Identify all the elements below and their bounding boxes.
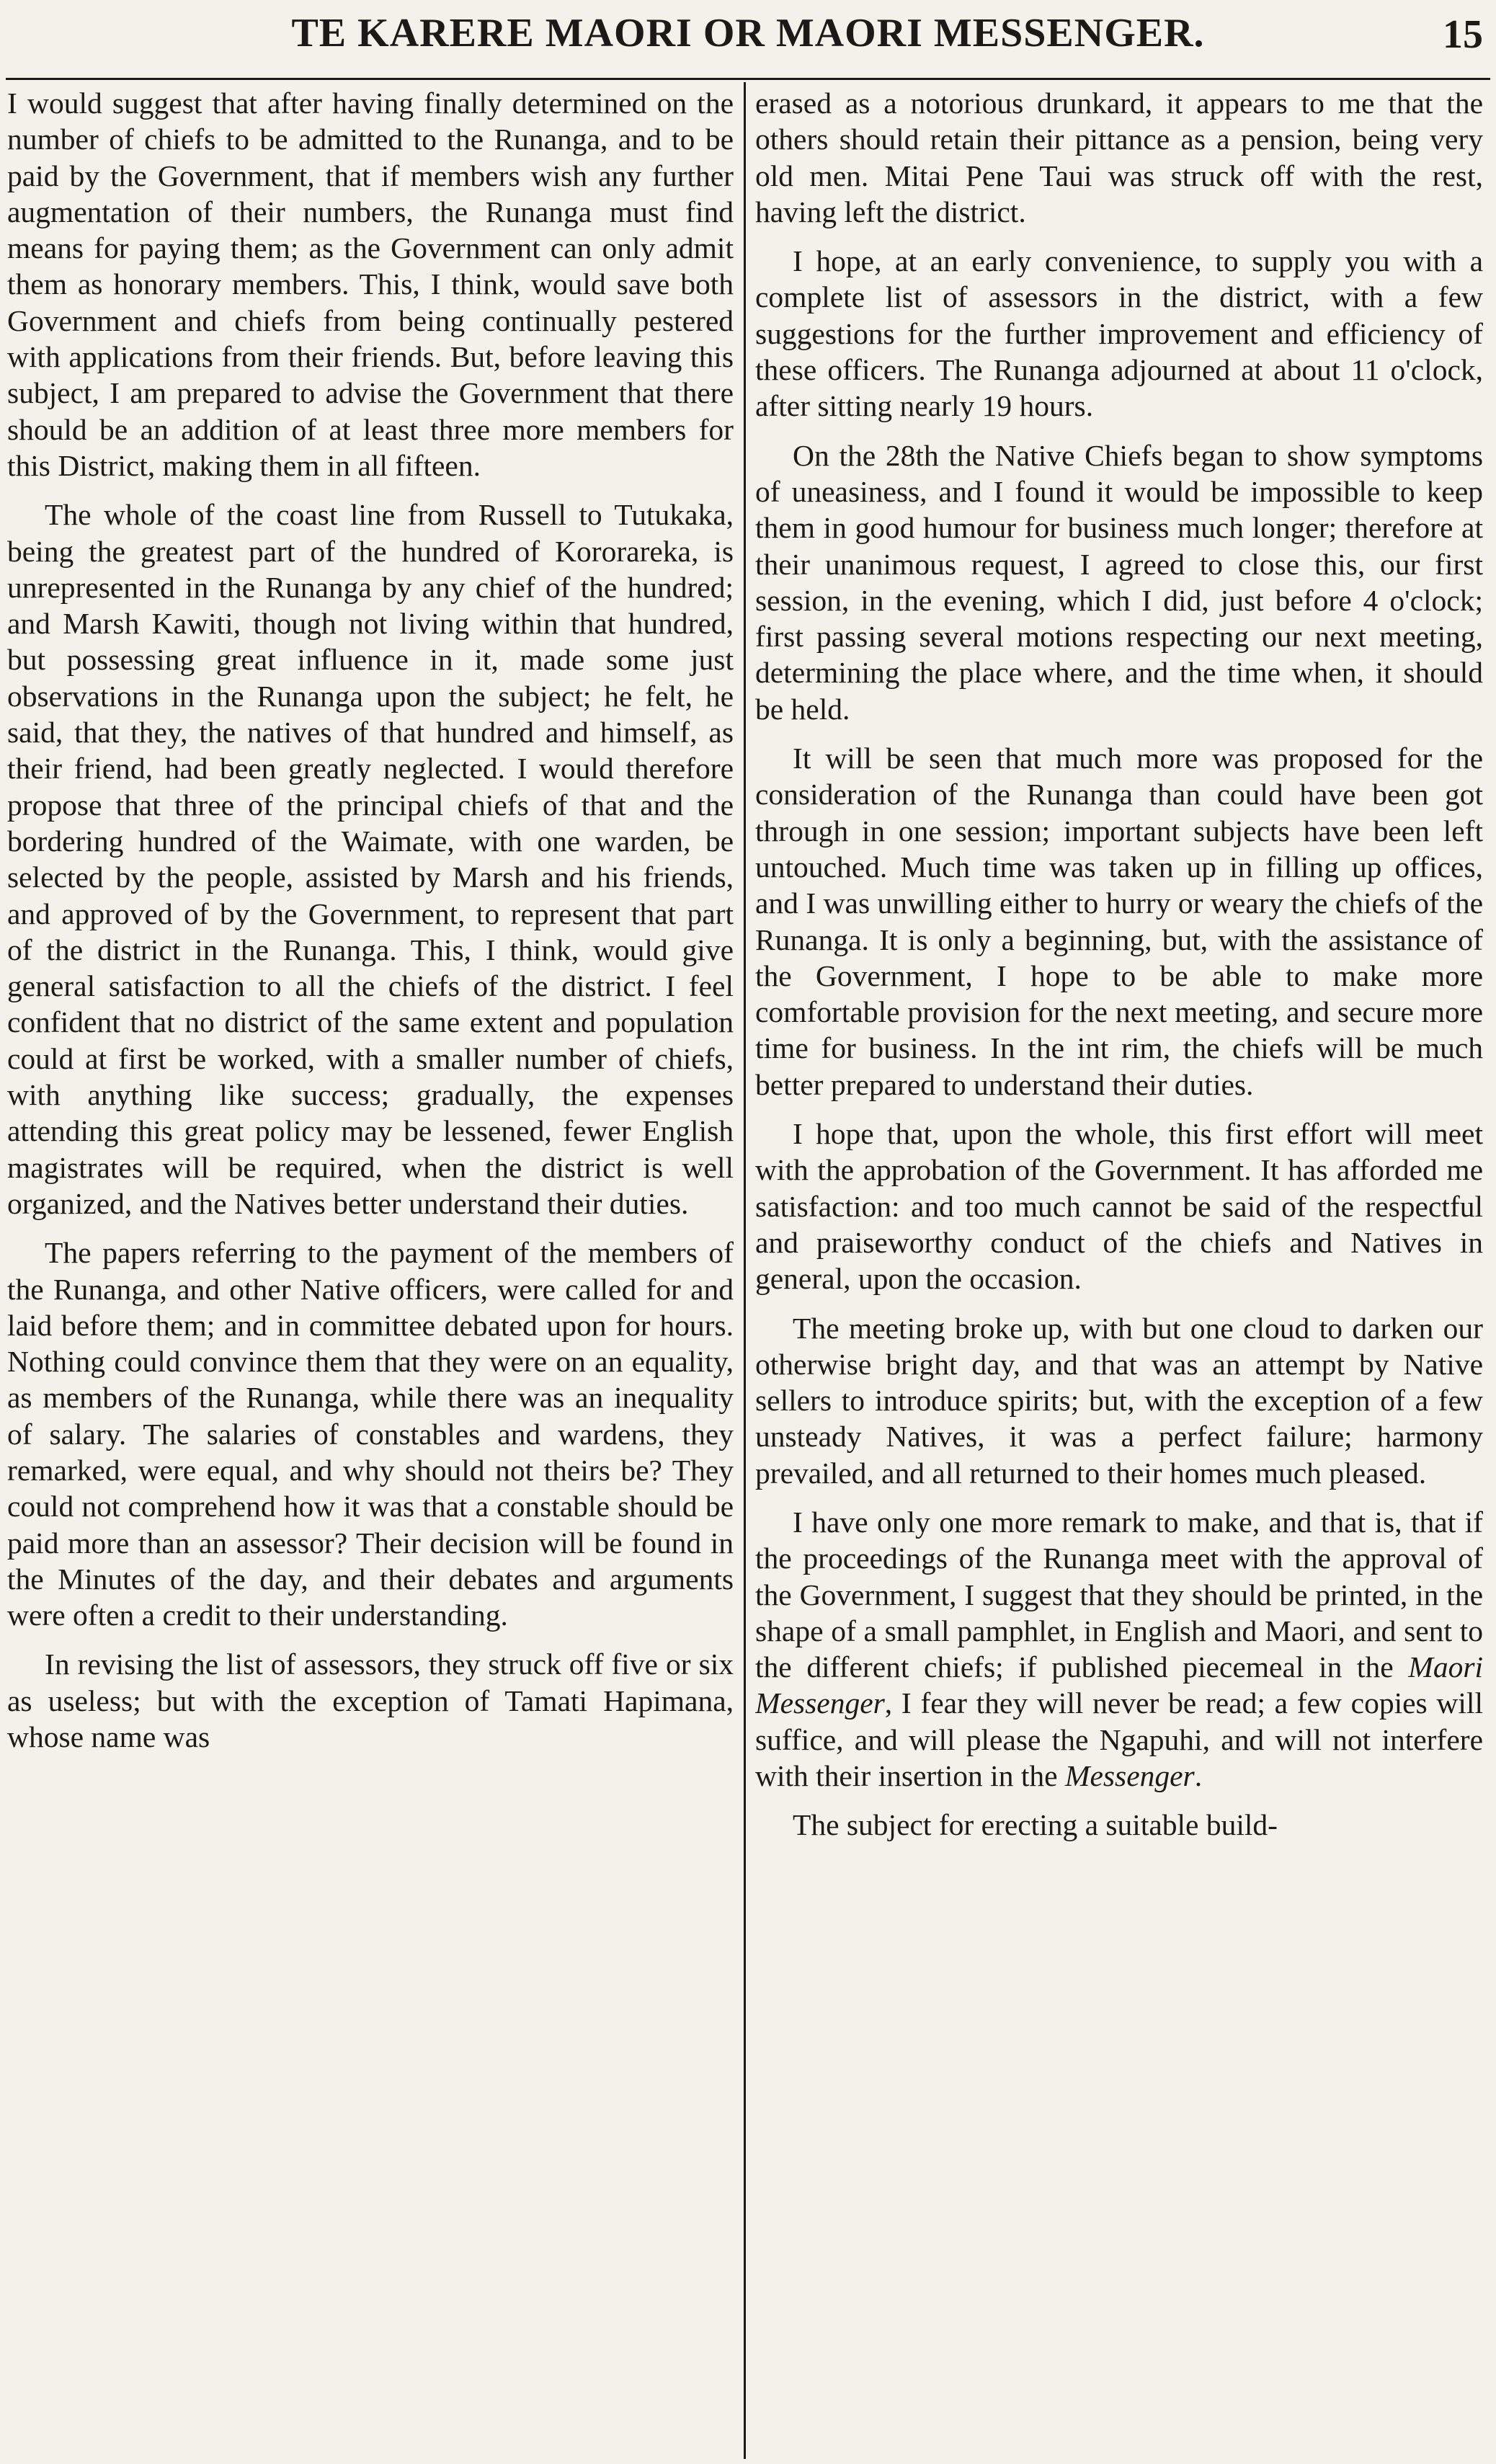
paragraph-business-remaining: It will be seen that much more was proposed for the consideration of the Runanga than could have been got through in one session; important subjects have been left untouched. Much time was taken up in filling up offices, and I was unwilling either to hurry or weary the chiefs of the Runanga. It is only a beginning, but, with the assistance of the Government, I hope to be able to make more comfortable provision for the next meeting, and secure more time for business. In the int rim, the chiefs will be much better prepared to understand their duties. (755, 742, 1483, 1101)
paragraph-session-close: On the 28th the Native Chiefs began to show symptoms of uneasiness, and I found it would be impossible to keep them in good humour for business much longer; therefore at their unanimous request, I agreed to close this, our first session, in the evening, which I did, just before 4 o'clock; first passing several motions respecting our next meeting, determining the place where, and the time when, it should be held. (755, 438, 1483, 726)
paragraph-approbation: I hope that, upon the whole, this first effort will meet with the approbation of the Government. It has afforded me satisfaction: and too much cannot be said of the respectful and praiseworthy conduct of the chiefs and Natives in general, upon the occasion. (755, 1117, 1483, 1296)
left-column (7, 85, 734, 2452)
paragraph-salary-papers: The papers referring to the payment of the members of the Runanga, and other Native officers, were called for and laid before them; and in committee debated upon for hours. Nothing could convince them that they were on an equality, as members of the Runanga, while there was an inequality of salary. The salaries of constables and wardens, they remarked, were equal, and why should not theirs be? They could not comprehend how it was that a constable should be paid more than an assessor? Their decision will be found in the Minutes of the day, and their debates and arguments were often a credit to their understanding. (7, 1236, 734, 1632)
page-number: 15 (1443, 12, 1483, 57)
masthead-title: TE KARERE MAORI OR MAORI MESSENGER. (291, 11, 1205, 55)
paragraph-revising-assessors: In revising the list of assessors, they struck off five or six as useless; but with the exception of Tamati Hapimana, whose name was (7, 1647, 734, 1754)
paragraph-meeting-broke-up: The meeting broke up, with but one cloud to darken our otherwise bright day, and that was an attempt by Native sellers to introduce spirits; but, with the exception of a few unsteady Natives, it was a perfect failure; harmony prevailed, and all returned to their homes much pleased. (755, 1311, 1483, 1490)
paragraph-coast-line-representation: The whole of the coast line from Russell to Tutukaka, being the greatest part of the hundred of Kororareka, is unrepresented in the Runanga by any chief of the hundred; and Marsh Kawiti, though not living within that hundred, but possessing great influence in it, made some just observations in the Runanga upon the subject; he felt, he said, that they, the natives of that hundred and himself, as their friend, had been greatly neglected. I would therefore propose that three of the principal chiefs of that and the bordering hundred of the Waimate, with one warden, be selected by the people, assisted by Marsh and his friends, and approved of by the Government, to represent that part of the district in the Runanga. This, I think, would give general satisfaction to all the chiefs of the district. I feel confident that no district of the same extent and population could at first be worked, with a smaller number of chiefs, with anything like success; gradually, the expenses attending this great policy may be lessened, fewer English magistrates will be required, when the district is well organized, and the Natives better understand their duties. (7, 498, 734, 1220)
paragraph-suitable-building: The subject for erecting a suitable build- (793, 1808, 1278, 1842)
paragraph-additional-members: I would suggest that after having finally determined on the number of chiefs to be admitted to the Runanga, and to be paid by the Government, that if members wish any further augmentation of their numbers, the Runanga must find means for paying them; as the Government can only admit them as honorary members. This, I think, would save both Government and chiefs from being continually pestered with applications from their friends. But, before leaving this subject, I am prepared to advise the Government that there should be an addition of at least three more members for this District, making them in all fifteen. (7, 86, 734, 482)
paragraph-pension-assessors: erased as a notorious drunkard, it appears to me that the others should retain their pittance as a pension, being very old men. Mitai Pene Taui was struck off with the rest, having left the district. (755, 86, 1483, 228)
paragraph-assessor-list: I hope, at an early convenience, to supply you with a complete list of assessors in the district, with a few suggestions for the further improvement and efficiency of these officers. The Runanga adjourned at about 11 o'clock, after sitting nearly 19 hours. (755, 244, 1483, 423)
paragraph-printing-proceedings: I have only one more remark to make, and that is, that if the proceedings of the Runanga meet with the approval of the Government, I suggest that they should be printed, in the shape of a small pamphlet, in English and Maori, and sent to the different chiefs; if published piecemeal in the Maori Messenger, I fear they will never be read; a few copies will suffice, and will please the Ngapuhi, and will not interfere with their insertion in the Messenger. (755, 1505, 1483, 1793)
column-divider (744, 82, 746, 2459)
header-rule (6, 78, 1490, 80)
page-header (0, 0, 1496, 79)
right-column (755, 85, 1483, 2452)
